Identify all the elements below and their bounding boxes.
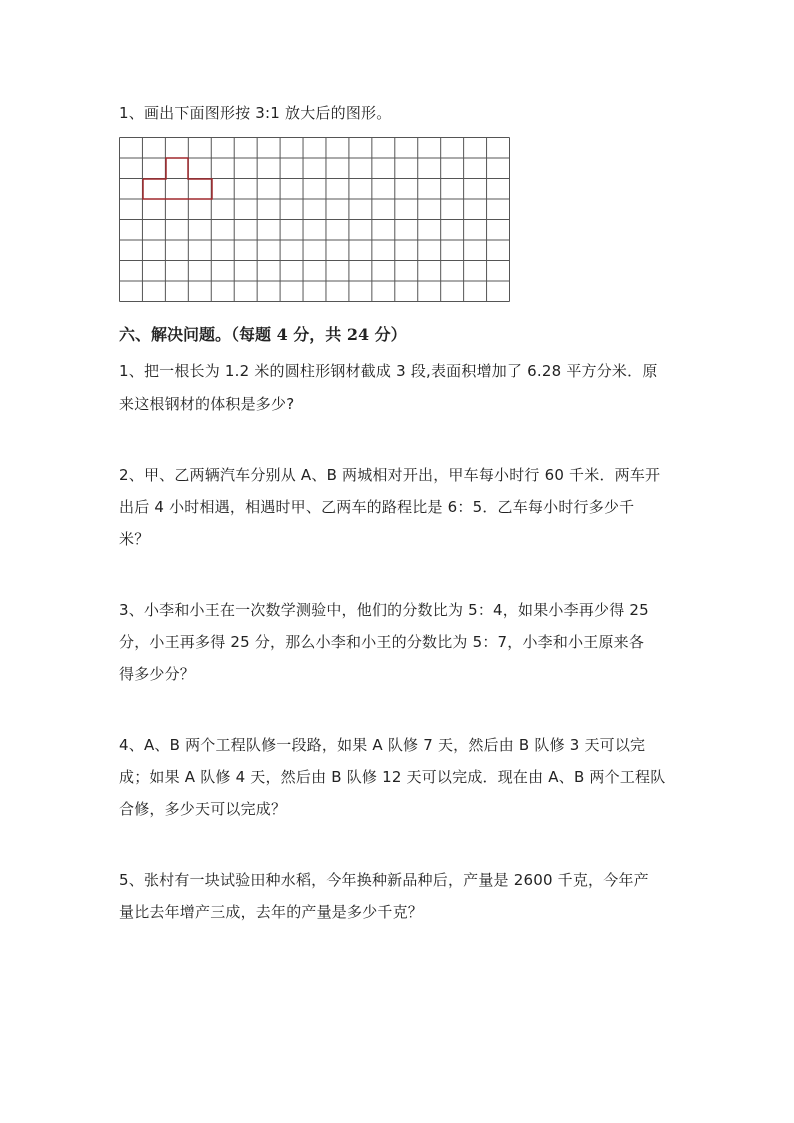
problem-1-line-2: 来这根钢材的体积是多少?	[119, 395, 295, 413]
q1-instruction: 1、画出下面图形按 3:1 放大后的图形。	[119, 104, 392, 122]
problem-1-line-1: 1、把一根长为 1.2 米的圆柱形钢材截成 3 段,表面积增加了 6.28 平方分米．原	[119, 362, 658, 380]
problem-3-line-1: 3、小李和小王在一次数学测验中，他们的分数比为 5：4，如果小李再少得 25	[119, 601, 649, 619]
problem-2-line-1: 2、甲、乙两辆汽车分别从 A、B 两城相对开出，甲车每小时行 60 千米．两车开	[119, 466, 661, 484]
problem-4-line-1: 4、A、B 两个工程队修一段路，如果 A 队修 7 天，然后由 B 队修 3 天可以完	[119, 736, 646, 754]
problem-5-line-1: 5、张村有一块试验田种水稻，今年换种新品种后，产量是 2600 千克，今年产	[119, 871, 649, 889]
section-title: 六、解决问题。（每题 4 分，共 24 分）	[119, 325, 407, 344]
drawing-grid	[119, 137, 511, 303]
problem-3-line-2: 分，小王再多得 25 分，那么小李和小王的分数比为 5：7，小李和小王原来各	[119, 633, 645, 651]
problem-2-line-3: 米？	[119, 530, 150, 548]
problem-3-line-3: 得多少分？	[119, 665, 196, 683]
grid-lines	[120, 138, 510, 302]
problem-4-line-2: 成；如果 A 队修 4 天，然后由 B 队修 12 天可以完成．现在由 A、B 两个工程队	[119, 768, 666, 786]
problem-2-line-2: 出后 4 小时相遇，相遇时甲、乙两车的路程比是 6：5．乙车每小时行多少千	[119, 498, 635, 516]
problem-4-line-3: 合修，多少天可以完成？	[119, 800, 287, 818]
problem-5-line-2: 量比去年增产三成，去年的产量是多少千克？	[119, 903, 424, 921]
